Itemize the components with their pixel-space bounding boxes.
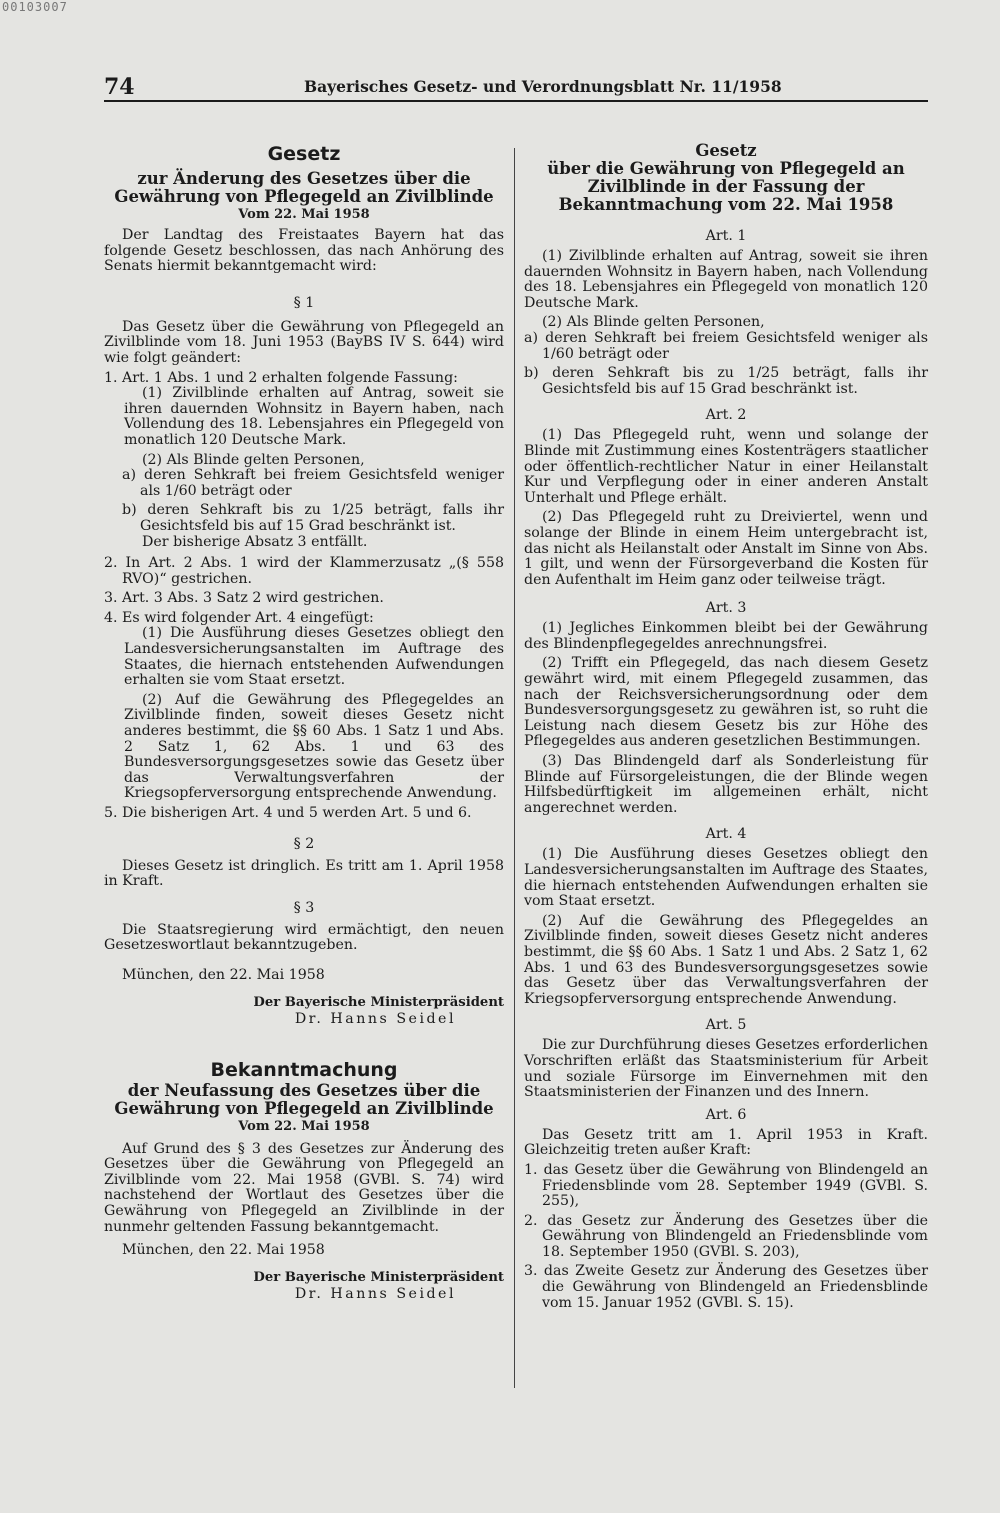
law1-item5: 5. Die bisherigen Art. 4 und 5 werden Art. 5 und 6. xyxy=(104,805,472,821)
law1-heading: Gesetz xyxy=(267,143,341,165)
art6-heading: Art. 6 xyxy=(705,1106,747,1123)
page-number: 74 xyxy=(104,74,135,100)
art5-heading: Art. 5 xyxy=(705,1017,747,1034)
art6-p1: Das Gesetz tritt am 1. April 1953 in Kraft. Gleichzeitig treten außer Kraft: xyxy=(524,1126,928,1159)
left-column xyxy=(104,142,504,1303)
art1-p1: (1) Zivilblinde erhalten auf Antrag, soweit sie ihren dauernden Wohnsitz in Bayern haben, nach Vollendung des 18. Lebensjahres ein Pflegegeld von monatlich 120 Deutsche Mark. xyxy=(524,248,928,311)
law1-item1-note: Der bisherige Absatz 3 entfällt. xyxy=(142,533,368,550)
notice-signer-title: Der Bayerische Ministerpräsident xyxy=(253,1269,504,1285)
law1-item2: 2. In Art. 2 Abs. 1 wird der Klammerzusatz „(§ 558 RVO)“ gestrichen. xyxy=(104,555,504,587)
notice-date: Vom 22. Mai 1958 xyxy=(238,1118,370,1134)
law1-item4-p1: (1) Die Ausführung dieses Gesetzes obliegt den Landesversicherungsanstalten im Auftrage des Staates, die hiernach entstehenden Aufwendungen erhalten sie vom Staat ersetzt. xyxy=(124,625,504,689)
art3-p3: (3) Das Blindengeld darf als Sonderleistung für Blinde auf Fürsorgeleistungen, die der Blinde wegen Hilfsbedürftigkeit im allgemeinen erhält, nicht angerechnet werden. xyxy=(524,753,928,816)
law1-s2-heading: § 2 xyxy=(293,835,315,852)
column-divider xyxy=(514,148,515,1388)
law1-item1-p2: (2) Als Blinde gelten Personen, xyxy=(142,451,365,468)
art1-a: a) deren Sehkraft bei freiem Gesichtsfeld weniger als 1/60 beträgt oder xyxy=(524,329,928,362)
law1-item1-a: a) deren Sehkraft bei freiem Gesichtsfeld weniger als 1/60 beträgt oder xyxy=(122,467,504,499)
law1-date: Vom 22. Mai 1958 xyxy=(238,207,370,222)
art4-heading: Art. 4 xyxy=(705,826,747,843)
art3-p2: (2) Trifft ein Pflegegeld, das nach diesem Gesetz gewährt wird, mit einem Pflegegeld zusammen, das nach der Reichsversicherungsordnung oder dem Bundesversorgungsgesetz zu gewähren ist, so ruht die Leistung nach diesem Gesetz bis zur Höhe des Pflegegeldes aus anderen gesetzlichen Bestimmungen. xyxy=(524,655,928,750)
notice-text: Auf Grund des § 3 des Gesetzes zur Änderung des Gesetzes über die Gewährung von Pflegegeld an Zivilblinde vom 22. Mai 1958 (GVBl. S. 74) wird nachstehend der Wortlaut des Gesetzes über die Gewährung von Pflegegeld an Zivilblinde in der nunmehr geltenden Fassung bekanntgemacht. xyxy=(104,1140,504,1235)
art1-heading: Art. 1 xyxy=(705,228,747,244)
notice-signer-name: Dr. Hanns Seidel xyxy=(294,1285,456,1302)
law1-item4: 4. Es wird folgender Art. 4 eingefügt: xyxy=(104,609,374,626)
art2-heading: Art. 2 xyxy=(705,407,747,424)
art3-p1: (1) Jegliches Einkommen bleibt bei der Gewährung des Blindenpflegegeldes anrechnungsfrei. xyxy=(524,620,928,652)
art2-p2: (2) Das Pflegegeld ruht zu Dreiviertel, wenn und solange der Blinde in einem Heim untergebracht ist, das nicht als Heilanstalt oder Anstalt im Sinne von Abs. 1 gilt, und wenn der Fürsorgeverband die Kosten für den Aufenthalt im Heim ganz oder teilweise trägt. xyxy=(524,509,928,588)
law1-intro: Der Landtag des Freistaates Bayern hat das folgende Gesetz beschlossen, das nach Anhörung des Senats hiermit bekanntgemacht wird: xyxy=(104,227,504,275)
running-title: Bayerisches Gesetz- und Verordnungsblatt Nr. 11/1958 xyxy=(304,77,782,96)
law1-item1-b: b) deren Sehkraft bis zu 1/25 beträgt, falls ihr Gesichtsfeld bis auf 15 Grad beschränkt ist. xyxy=(122,502,504,534)
law2-title: über die Gewährung von Pflegegeld an Zivilblinde in der Fassung der Bekanntmachung vom 22. Mai 1958 xyxy=(547,159,905,214)
art6-item1: 1. das Gesetz über die Gewährung von Blindengeld an Friedensblinde vom 28. September 1949 (GVBl. S. 255), xyxy=(524,1161,928,1210)
art6-item2: 2. das Gesetz zur Änderung des Gesetzes über die Gewährung von Blindengeld an Friedensblinde vom 18. September 1950 (GVBl. S. 203), xyxy=(524,1212,928,1260)
notice-place-date: München, den 22. Mai 1958 xyxy=(122,1242,325,1259)
law1-s1-heading: § 1 xyxy=(293,294,315,311)
notice-heading: Bekanntmachung xyxy=(210,1058,398,1081)
art2-p1: (1) Das Pflegegeld ruht, wenn und solange der Blinde mit Zustimmung eines Kostenträgers staatlicher oder öffentlich-rechtlicher Natur in einer Heilanstalt Kur und Verpflegung oder in einer anderen Anstalt Unterhalt und Pflege erhält. xyxy=(524,427,928,506)
art4-p2: (2) Auf die Gewährung des Pflegegeldes an Zivilblinde finden, soweit dieses Gesetz nicht anderes bestimmt, die §§ 60 Abs. 1 Satz 1 und Abs. 2 Satz 1, 62 Abs. 1 und 63 des Bundesversorgungsgesetzes sowie das Gesetz über das Verwaltungsverfahren der Kriegsopferversorgung entsprechende Anwendung. xyxy=(524,912,928,1007)
law1-s2-text: Dieses Gesetz ist dringlich. Es tritt am 1. April 1958 in Kraft. xyxy=(104,857,504,890)
law2-heading: Gesetz xyxy=(695,141,757,160)
page-header xyxy=(104,74,928,102)
law1-item3: 3. Art. 3 Abs. 3 Satz 2 wird gestrichen. xyxy=(104,590,384,607)
art4-p1: (1) Die Ausführung dieses Gesetzes obliegt den Landesversicherungsanstalten im Auftrage des Staates, die hiernach entstehenden Aufwendungen erhalten sie vom Staat ersetzt. xyxy=(524,846,928,910)
art6-item3: 3. das Zweite Gesetz zur Änderung des Gesetzes über die Gewährung von Blindengeld an Friedensblinde vom 15. Januar 1952 (GVBl. S. 15). xyxy=(524,1263,928,1311)
law1-item1-p1: (1) Zivilblinde erhalten auf Antrag, soweit sie ihren dauernden Wohnsitz in Bayern haben, nach Vollendung des 18. Lebensjahres ein Pflegegeld von monatlich 120 Deutsche Mark. xyxy=(124,385,504,448)
law1-place-date: München, den 22. Mai 1958 xyxy=(122,966,325,983)
law1-s3-text: Die Staatsregierung wird ermächtigt, den neuen Gesetzeswortlaut bekanntzugeben. xyxy=(104,921,504,954)
law1-signer-title: Der Bayerische Ministerpräsident xyxy=(253,994,504,1010)
law1-title: zur Änderung des Gesetzes über die Gewährung von Pflegegeld an Zivilblinde xyxy=(114,169,494,206)
law1-s1-text: Das Gesetz über die Gewährung von Pflegegeld an Zivilblinde vom 18. Juni 1953 (BayBS IV S. 644) wird wie folgt geändert: xyxy=(104,318,504,366)
art1-p2: (2) Als Blinde gelten Personen, xyxy=(542,314,765,331)
law1-item4-p2: (2) Auf die Gewährung des Pflegegeldes an Zivilblinde finden, soweit dieses Gesetz nicht anderes bestimmt, die §§ 60 Abs. 1 Satz 1 und Abs. 2 Satz 1, 62 Abs. 1 und 63 des Bundesversorgungsgesetzes sowie das Gesetz über das Verwaltungsverfahren der Kriegsopferversorgung entsprechende Anwendung. xyxy=(124,691,504,802)
law1-signer-name: Dr. Hanns Seidel xyxy=(294,1010,456,1027)
notice-title: der Neufassung des Gesetzes über die Gewährung von Pflegegeld an Zivilblinde xyxy=(114,1080,494,1118)
art1-b: b) deren Sehkraft bis zu 1/25 beträgt, falls ihr Gesichtsfeld bis auf 15 Grad beschränkt ist. xyxy=(524,365,928,397)
art3-heading: Art. 3 xyxy=(705,600,747,617)
art5-p1: Die zur Durchführung dieses Gesetzes erforderlichen Vorschriften erläßt das Staatsministerium für Arbeit und soziale Fürsorge im Einvernehmen mit den Staatsministerien der Finanzen und des Innern. xyxy=(524,1037,928,1101)
law1-s3-heading: § 3 xyxy=(293,899,315,916)
law1-item1: 1. Art. 1 Abs. 1 und 2 erhalten folgende Fassung: xyxy=(104,369,458,386)
right-column xyxy=(524,142,928,1311)
scan-id: 00103007 xyxy=(2,0,68,14)
